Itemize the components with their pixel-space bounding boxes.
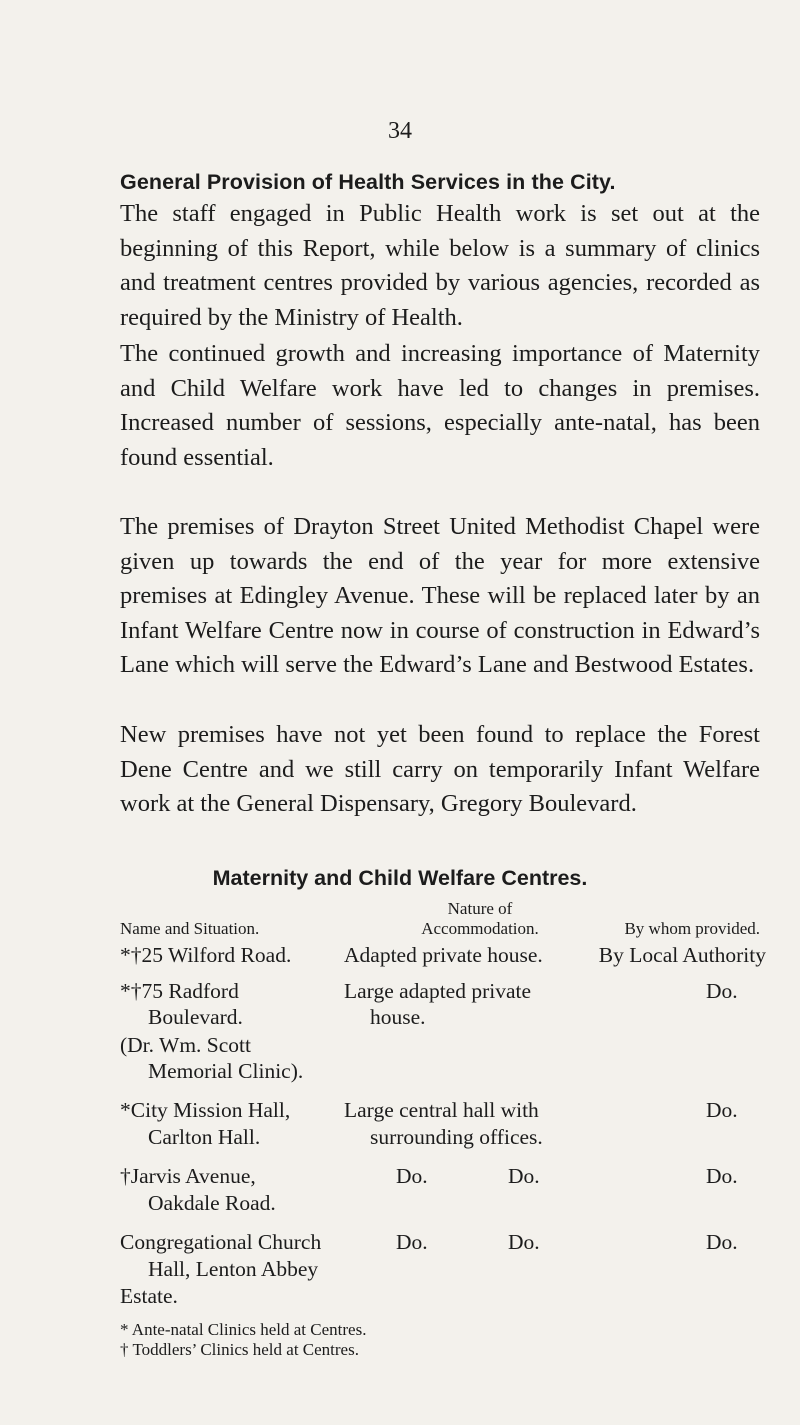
page-number: 34 — [388, 118, 412, 144]
row4-provider: Do. — [706, 1164, 738, 1188]
paragraph-growth: The continued growth and increasing importance of Maternity and Child Welfare work have led to changes in premises. Increased number of sessions, especially ante-natal, has been found essential. — [120, 340, 760, 471]
row5-nature-col1: Do. — [396, 1230, 428, 1254]
centres-table-title: Maternity and Child Welfare Centres. — [212, 866, 588, 890]
row5-name-line1: Congregational Church — [120, 1230, 322, 1254]
section-title: General Provision of Health Services in the City. — [120, 170, 616, 194]
paragraph-drayton-street: The premises of Drayton Street United Methodist Chapel were given up towards the end of the year for more extensive premises at Edingley Avenue. These will be replaced later by an Infant Welfare Centre now in course of construction in Edward’s Lane which will serve the Edward’s Lane and Bestwood Estates. — [120, 513, 760, 679]
row2-nature-line2: house. — [370, 1005, 426, 1029]
row5-provider: Do. — [706, 1230, 738, 1254]
footnote-ante-natal: * Ante-natal Clinics held at Centres. — [120, 1320, 367, 1339]
row4-name-line1: †Jarvis Avenue, — [120, 1164, 256, 1188]
row3-nature-line2: surrounding offices. — [370, 1125, 543, 1149]
row2-name-line1: *†75 Radford — [120, 979, 239, 1003]
header-provider: By whom provided. — [624, 919, 760, 938]
row5-name-line2: Hall, Lenton Abbey — [148, 1257, 319, 1281]
row2-name-line3: (Dr. Wm. Scott — [120, 1033, 251, 1057]
row1-provider: By Local Authority — [598, 943, 766, 967]
row2-provider: Do. — [706, 979, 738, 1003]
row1-name: *†25 Wilford Road. — [120, 943, 292, 967]
row3-nature-line1: Large central hall with — [344, 1098, 539, 1122]
row2-name-line2: Boulevard. — [148, 1005, 243, 1029]
row4-name-line2: Oakdale Road. — [148, 1191, 276, 1215]
header-nature-line1: Nature of — [447, 899, 513, 918]
row2-name-line4: Memorial Clinic). — [148, 1059, 304, 1083]
row1-nature: Adapted private house. — [344, 943, 543, 967]
row3-name-line1: *City Mission Hall, — [120, 1098, 291, 1122]
row2-nature-line1: Large adapted private — [344, 979, 532, 1003]
header-name: Name and Situation. — [120, 919, 260, 938]
row4-nature-col2: Do. — [508, 1164, 540, 1188]
row3-provider: Do. — [706, 1098, 738, 1122]
row4-nature-col1: Do. — [396, 1164, 428, 1188]
row5-name-line3: Estate. — [120, 1284, 178, 1308]
paragraph-intro: The staff engaged in Public Health work is set out at the beginning of this Report, while below is a summary of clinics and treatment centres provided by various agencies, recorded as required by the Ministry of Health. — [120, 200, 760, 331]
paragraph-forest-dene: New premises have not yet been found to replace the Forest Dene Centre and we still carry on temporarily Infant Welfare work at the General Dispensary, Gregory Boulevard. — [120, 721, 760, 818]
row3-name-line2: Carlton Hall. — [148, 1125, 261, 1149]
footnote-toddlers: † Toddlers’ Clinics held at Centres. — [120, 1340, 359, 1359]
row5-nature-col2: Do. — [508, 1230, 540, 1254]
header-nature-line2: Accommodation. — [421, 919, 539, 938]
